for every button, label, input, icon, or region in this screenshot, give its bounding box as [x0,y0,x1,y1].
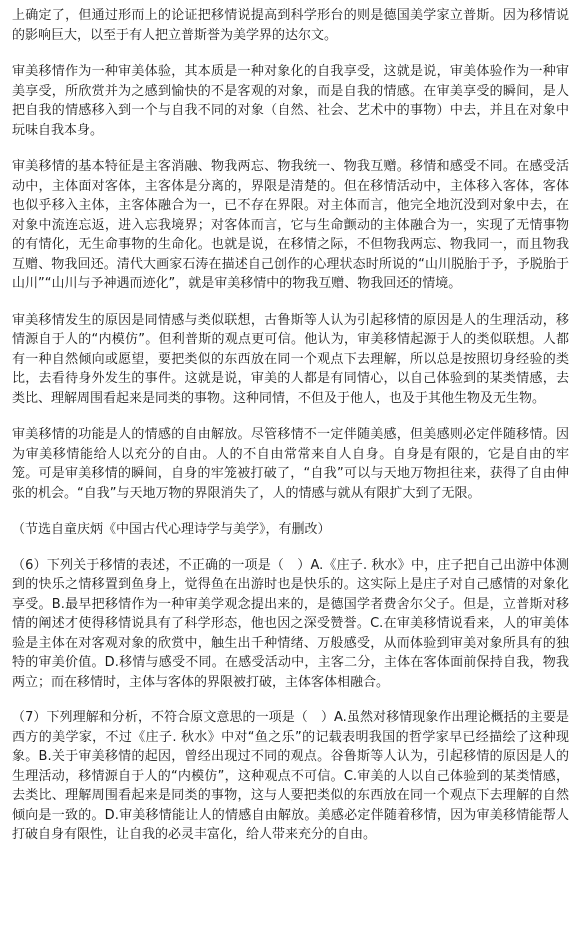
paragraph-features: 审美移情的基本特征是主客消融、物我两忘、物我统一、物我互赠。移情和感受不同。在感受活动中，主体面对客体，主客体是分离的，界限是清楚的。但在移情活动中，主体移入客体，客体也似乎移入主体，主客体融合为一，已不存在界限。对主体而言，他完全地沉没到对象中去，在对象中流连忘返，进入忘我境界；对客体而言，它与生命颤动的主体融合为一，实现了无情事物的有情化，无生命事物的生命化。也就是说，在移情之际，不但物我两忘、物我同一，而且物我互赠、物我回还。清代大画家石涛在描述自己创作的心理状态时所说的“山川脱胎于予，予脱胎于山川”“山川与予神遇而迹化”，就是审美移情中的物我互赠、物我回还的情境。 [12,159,569,291]
question-6: （6）下列关于移情的表述，不正确的一项是（ ）A.《庄子. 秋水》中，庄子把自己出游中体测到的快乐之情移置到鱼身上，觉得鱼在出游时也是快乐的。这实际上是庄子对自己感情的对象化享受。B.最早把移情作为一种审美学观念提出来的，是德国学者费舍尔父子。但是，立普斯对移情的阐述才使得移情说具有了科学形态，他也因之深受赞誉。C.在审美移情说看来，人的审美体验是主体在对客观对象的欣赏中，触生出千种情绪、万般感受，从而体验到审美对象所具有的独特的审美价值。D.移情与感受不同。在感受活动中，主客二分，主体在客体面前保持自我，物我两立；而在移情时，主体与客体的界限被打破，主体客体相融合。 [12,557,569,690]
paragraph-intro: 上确定了，但通过形而上的论证把移情说提高到科学形台的则是德国美学家立普斯。因为移情说的影响巨大，以至于有人把立普斯誉为美学界的达尔文。 [12,8,569,43]
paragraph-function: 审美移情的功能是人的情感的自由解放。尽管移情不一定伴随美感，但美感则必定伴随移情。因为审美移情能给人以充分的自由。人的不自由常常来自人自身。自身是有限的，它是自由的牢笼。可是审美移情的瞬间，自身的牢笼被打破了，“自我”可以与天地万物担往来，获得了自由伸张的机会。“自我”与天地万物的界限消失了，人的情感与就从有限扩大到了无限。 [12,427,569,501]
paragraph-essence: 审美移情作为一种审美体验，其本质是一种对象化的自我享受，这就是说，审美体验作为一种审美享受，所欣赏并为之感到愉快的不是客观的对象，而是自我的情感。在审美享受的瞬间，是人把自我的情感移入到一个与自我不同的对象（自然、社会、艺术中的事物）中去，并且在对象中玩味自我本身。 [12,64,569,138]
question-7: （7）下列理解和分析，不符合原文意思的一项是（ ）A.虽然对移情现象作出理论概括的主要是西方的美学家，不过《庄子. 秋水》中对“鱼之乐”的记载表明我国的哲学家早已经描绘了这种现象。B.关于审美移情的起因，曾经出现过不同的观点。谷鲁斯等人认为，引起移情的原因是人的生理活动，移情源自于人的“内模仿”，这种观点不可信。C.审美的人以自己体验到的某类情感，去类比、理解周围看起来是同类的事物，这与人要把类似的东西放在同一个观点下去理解的自然倾向是一致的。D.审美移情能让人的情感自由解放。美感必定伴随着移情，因为审美移情能帮人打破自身有限性，让自我的必灵丰富化，给人带来充分的自由。 [12,710,569,842]
paragraph-causes: 审美移情发生的原因是同情感与类似联想，古鲁斯等人认为引起移情的原因是人的生理活动，移情源自于人的“内模仿”。但利普斯的观点更可信。他认为，审美移情起源于人的类似联想。人都有一种自然倾向或愿望，要把类似的东西放在同一个观点下去理解，所以总是按照切身经验的类比，去看待身外发生的事件。这就是说，审美的人都是有同情心，以自己体验到的某类情感，去类比、理解周围看起来是同类的事物。这种同情，不但及于他人，也及于其他生物及无生物。 [12,312,569,406]
source-citation: （节选自童庆炳《中国古代心理诗学与美学》，有删改） [12,522,331,537]
